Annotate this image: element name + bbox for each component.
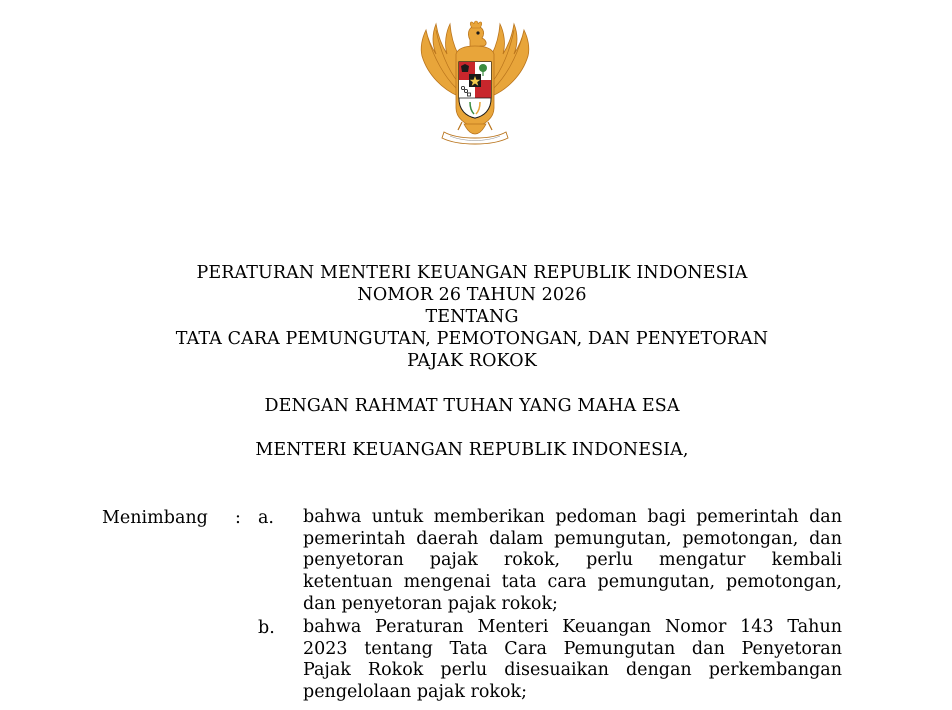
- menimbang-colon: :: [235, 508, 241, 528]
- regulation-number: NOMOR 26 TAHUN 2026: [357, 285, 587, 305]
- consideration-a-line: ketentuan mengenai tata cara pemungutan, pemotongan,: [303, 572, 842, 593]
- consideration-b: [303, 617, 842, 704]
- garuda-emblem-icon: [414, 18, 536, 146]
- consideration-b-line: bahwa Peraturan Menteri Keuangan Nomor 143 Tahun: [303, 617, 842, 637]
- consideration-b-line: pengelolaan pajak rokok;: [303, 682, 528, 703]
- regulation-title-line-1: PERATURAN MENTERI KEUANGAN REPUBLIK INDONESIA: [196, 263, 748, 283]
- consideration-a: [303, 507, 842, 616]
- regulation-subject-line-2: PAJAK ROKOK: [407, 351, 537, 371]
- regulation-about: TENTANG: [425, 307, 519, 327]
- consideration-letter-b: b.: [258, 618, 275, 638]
- regulation-subject-line-1: TATA CARA PEMUNGUTAN, PEMOTONGAN, DAN PENYETORAN: [175, 329, 769, 349]
- consideration-b-line: Pajak Rokok perlu disesuaikan dengan perkembangan: [303, 660, 842, 681]
- consideration-a-line: penyetoran pajak rokok, perlu mengatur kembali: [303, 550, 842, 571]
- consideration-letter-a: a.: [258, 508, 274, 528]
- menimbang-label: Menimbang: [102, 508, 208, 528]
- consideration-a-line: dan penyetoran pajak rokok;: [303, 593, 558, 614]
- consideration-a-line: pemerintah daerah dalam pemungutan, pemotongan, dan: [303, 528, 842, 549]
- minister-heading: MENTERI KEUANGAN REPUBLIK INDONESIA,: [255, 440, 689, 460]
- invocation: DENGAN RAHMAT TUHAN YANG MAHA ESA: [264, 396, 680, 416]
- consideration-a-line: bahwa untuk memberikan pedoman bagi pemerintah dan: [303, 507, 842, 527]
- consideration-b-line: 2023 tentang Tata Cara Pemungutan dan Penyetoran: [303, 638, 842, 659]
